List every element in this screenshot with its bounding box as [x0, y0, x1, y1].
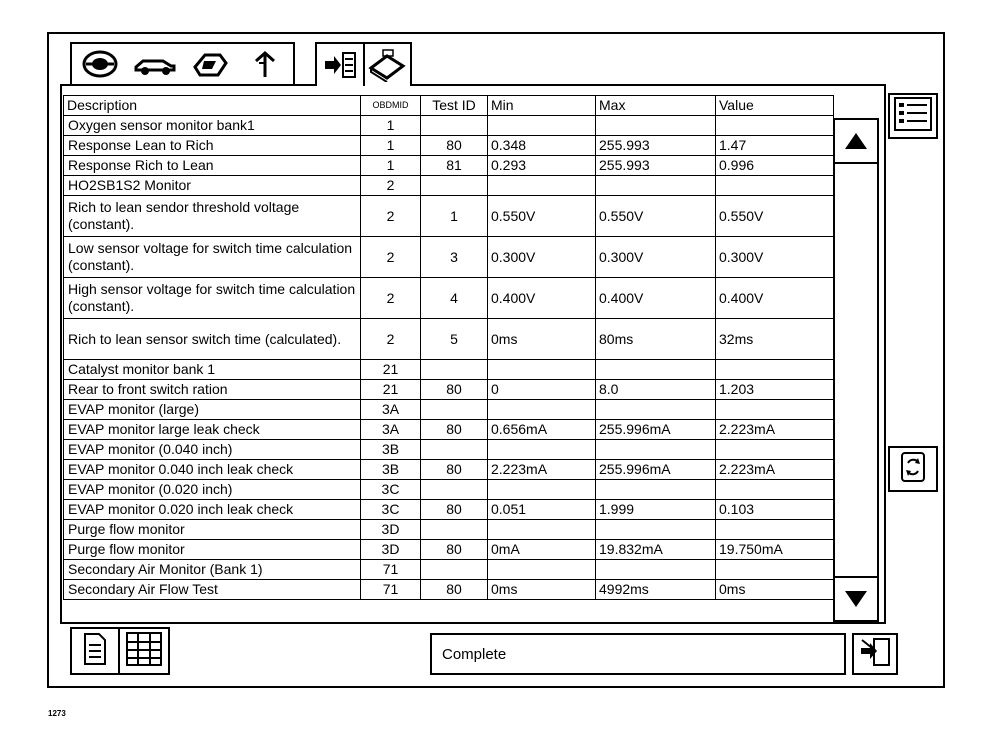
cell-min: 0.550V [488, 196, 596, 237]
cell-test-id [421, 400, 488, 420]
cell-value: 19.750mA [716, 540, 834, 560]
cell-description: EVAP monitor (0.020 inch) [64, 480, 361, 500]
cell-max: 1.999 [596, 500, 716, 520]
engine-icon[interactable] [183, 44, 238, 84]
cell-test-id [421, 560, 488, 580]
cell-obdmid: 3B [361, 440, 421, 460]
cell-obdmid: 3D [361, 540, 421, 560]
cell-test-id: 5 [421, 319, 488, 360]
table-row[interactable] [64, 176, 834, 196]
cell-description: Secondary Air Monitor (Bank 1) [64, 560, 361, 580]
table-row[interactable] [64, 520, 834, 540]
column-header-description[interactable]: Description [64, 96, 361, 116]
cell-max [596, 360, 716, 380]
table-row[interactable] [64, 540, 834, 560]
cell-description: Rich to lean sensor switch time (calculated). [64, 319, 361, 360]
module-icon[interactable] [363, 44, 411, 86]
cell-obdmid: 2 [361, 176, 421, 196]
column-header-obdmid[interactable]: OBDMID [361, 96, 421, 116]
list-view-icon [893, 96, 933, 137]
cell-value [716, 400, 834, 420]
cell-max: 255.993 [596, 136, 716, 156]
cell-obdmid: 3D [361, 520, 421, 540]
cell-value: 0.550V [716, 196, 834, 237]
table-header-row [64, 96, 834, 116]
cell-description: Purge flow monitor [64, 540, 361, 560]
cell-description: Response Rich to Lean [64, 156, 361, 176]
status-bar [430, 633, 846, 675]
cell-description: Rear to front switch ration [64, 380, 361, 400]
table-row[interactable] [64, 237, 834, 278]
cell-test-id: 80 [421, 420, 488, 440]
cell-max: 0.300V [596, 237, 716, 278]
cell-max: 0.400V [596, 278, 716, 319]
data-list-icon[interactable] [317, 44, 363, 86]
table-row[interactable] [64, 156, 834, 176]
cell-obdmid: 2 [361, 237, 421, 278]
cell-test-id: 80 [421, 500, 488, 520]
cell-min: 0ms [488, 580, 596, 600]
table-row[interactable] [64, 440, 834, 460]
cell-max: 255.996mA [596, 460, 716, 480]
cell-min: 0.348 [488, 136, 596, 156]
cell-description: Catalyst monitor bank 1 [64, 360, 361, 380]
cell-min: 0.051 [488, 500, 596, 520]
figure-id: 1273 [48, 709, 66, 718]
cell-test-id [421, 480, 488, 500]
cell-value: 0.300V [716, 237, 834, 278]
cell-value [716, 360, 834, 380]
cell-obdmid: 3A [361, 420, 421, 440]
cell-max [596, 560, 716, 580]
grid-icon [124, 630, 164, 673]
cell-value: 1.203 [716, 380, 834, 400]
column-header-value[interactable]: Value [716, 96, 834, 116]
cell-value: 0ms [716, 580, 834, 600]
cell-min: 0mA [488, 540, 596, 560]
cell-min: 0 [488, 380, 596, 400]
column-header-max[interactable]: Max [596, 96, 716, 116]
cell-description: HO2SB1S2 Monitor [64, 176, 361, 196]
cell-test-id: 80 [421, 136, 488, 156]
antenna-icon[interactable] [238, 44, 293, 84]
cell-max: 4992ms [596, 580, 716, 600]
cell-description: Rich to lean sendor threshold voltage (constant). [64, 196, 361, 237]
cell-test-id [421, 360, 488, 380]
cell-test-id [421, 176, 488, 196]
refresh-icon [898, 450, 928, 489]
cell-min [488, 560, 596, 580]
cell-obdmid: 71 [361, 580, 421, 600]
cell-value: 0.400V [716, 278, 834, 319]
cell-description: EVAP monitor large leak check [64, 420, 361, 440]
cell-description: EVAP monitor (large) [64, 400, 361, 420]
cell-max: 255.996mA [596, 420, 716, 440]
cell-description: Oxygen sensor monitor bank1 [64, 116, 361, 136]
table-row[interactable] [64, 580, 834, 600]
table-row[interactable] [64, 460, 834, 480]
table-row[interactable] [64, 400, 834, 420]
cell-value: 32ms [716, 319, 834, 360]
scroll-down-icon[interactable] [835, 576, 877, 620]
cell-max [596, 176, 716, 196]
cell-description: Secondary Air Flow Test [64, 580, 361, 600]
cell-test-id: 81 [421, 156, 488, 176]
cell-min [488, 400, 596, 420]
status-text: Complete [442, 645, 507, 663]
cell-test-id: 80 [421, 540, 488, 560]
cell-max [596, 480, 716, 500]
cell-test-id: 3 [421, 237, 488, 278]
list-view-button[interactable] [888, 93, 938, 139]
cell-value [716, 520, 834, 540]
table-row[interactable] [64, 500, 834, 520]
cell-obdmid: 3A [361, 400, 421, 420]
cell-obdmid: 21 [361, 380, 421, 400]
document-button[interactable] [70, 627, 120, 675]
scroll-up-icon[interactable] [835, 120, 877, 164]
cell-obdmid: 3C [361, 500, 421, 520]
grid-button[interactable] [118, 627, 170, 675]
cell-test-id [421, 116, 488, 136]
cell-max: 19.832mA [596, 540, 716, 560]
table-row[interactable] [64, 116, 834, 136]
cell-max [596, 520, 716, 540]
cell-max [596, 116, 716, 136]
document-icon [82, 632, 108, 671]
table-row[interactable] [64, 360, 834, 380]
cell-value [716, 440, 834, 460]
cell-value: 0.996 [716, 156, 834, 176]
table-row[interactable] [64, 420, 834, 440]
cell-min [488, 360, 596, 380]
cell-test-id: 80 [421, 460, 488, 480]
table-row[interactable] [64, 196, 834, 237]
cell-test-id [421, 520, 488, 540]
cell-description: EVAP monitor 0.020 inch leak check [64, 500, 361, 520]
cell-obdmid: 1 [361, 156, 421, 176]
cell-min: 0ms [488, 319, 596, 360]
cell-obdmid: 2 [361, 196, 421, 237]
cell-test-id: 4 [421, 278, 488, 319]
table-row[interactable] [64, 560, 834, 580]
cell-min [488, 520, 596, 540]
cell-max [596, 440, 716, 460]
cell-value [716, 480, 834, 500]
table-row[interactable] [64, 278, 834, 319]
cell-max: 8.0 [596, 380, 716, 400]
cell-test-id: 80 [421, 380, 488, 400]
table-row[interactable] [64, 480, 834, 500]
vehicle-icon[interactable] [127, 44, 182, 84]
cell-value: 2.223mA [716, 460, 834, 480]
cell-value: 0.103 [716, 500, 834, 520]
steering-wheel-icon[interactable] [72, 44, 127, 84]
view-tabs [315, 42, 412, 86]
cell-obdmid: 2 [361, 278, 421, 319]
cell-max [596, 400, 716, 420]
cell-description: Purge flow monitor [64, 520, 361, 540]
cell-min [488, 480, 596, 500]
cell-min: 0.293 [488, 156, 596, 176]
cell-max: 80ms [596, 319, 716, 360]
cell-min [488, 440, 596, 460]
cell-min: 2.223mA [488, 460, 596, 480]
table-row[interactable] [64, 136, 834, 156]
cell-obdmid: 3B [361, 460, 421, 480]
cell-obdmid: 3C [361, 480, 421, 500]
cell-value [716, 560, 834, 580]
refresh-button[interactable] [888, 446, 938, 492]
cell-test-id: 80 [421, 580, 488, 600]
cell-description: Low sensor voltage for switch time calculation (constant). [64, 237, 361, 278]
exit-icon [858, 636, 892, 673]
vertical-scrollbar[interactable] [833, 118, 879, 622]
column-header-min[interactable]: Min [488, 96, 596, 116]
cell-max: 255.993 [596, 156, 716, 176]
cell-obdmid: 2 [361, 319, 421, 360]
cell-obdmid: 21 [361, 360, 421, 380]
cell-value [716, 116, 834, 136]
exit-button[interactable] [852, 633, 898, 675]
column-header-test-id[interactable]: Test ID [421, 96, 488, 116]
cell-description: EVAP monitor 0.040 inch leak check [64, 460, 361, 480]
cell-value: 2.223mA [716, 420, 834, 440]
cell-obdmid: 1 [361, 136, 421, 156]
cell-max: 0.550V [596, 196, 716, 237]
cell-min [488, 176, 596, 196]
cell-description: Response Lean to Rich [64, 136, 361, 156]
cell-obdmid: 71 [361, 560, 421, 580]
cell-min: 0.300V [488, 237, 596, 278]
cell-obdmid: 1 [361, 116, 421, 136]
cell-min: 0.656mA [488, 420, 596, 440]
cell-description: EVAP monitor (0.040 inch) [64, 440, 361, 460]
monitor-data-table [63, 95, 834, 600]
cell-value: 1.47 [716, 136, 834, 156]
toolbar-tabs [70, 42, 295, 86]
cell-min: 0.400V [488, 278, 596, 319]
cell-test-id: 1 [421, 196, 488, 237]
cell-test-id [421, 440, 488, 460]
table-row[interactable] [64, 380, 834, 400]
cell-min [488, 116, 596, 136]
table-row[interactable] [64, 319, 834, 360]
cell-value [716, 176, 834, 196]
cell-description: High sensor voltage for switch time calculation (constant). [64, 278, 361, 319]
